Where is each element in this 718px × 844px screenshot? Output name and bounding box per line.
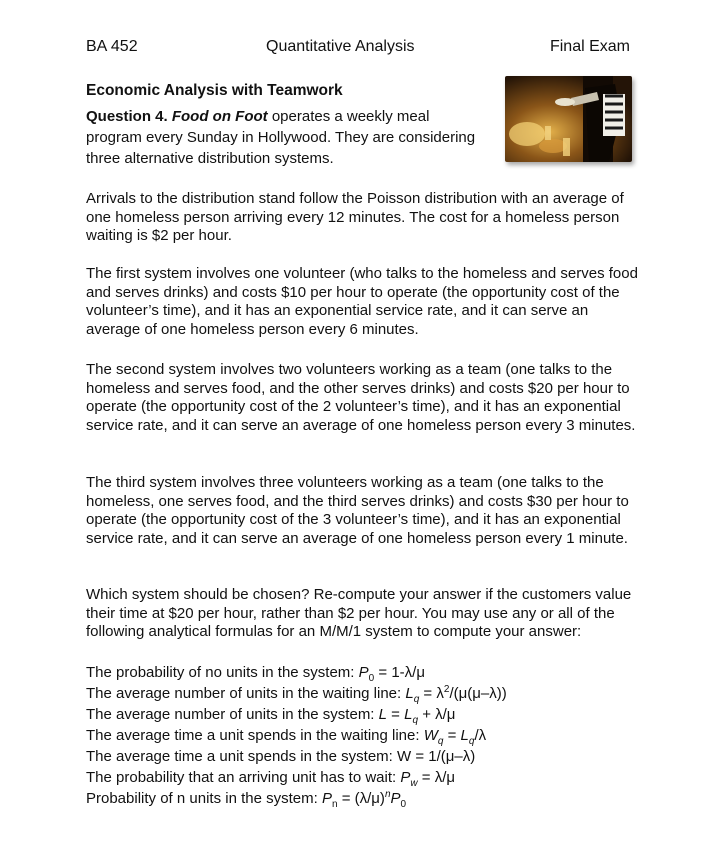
formula-pn: Probability of n units in the system: $P_n = (\lambda/\mu)^nP_0$: [86, 789, 407, 810]
question-label: Question 4.: [86, 108, 168, 125]
header-exam: Final Exam: [549, 38, 630, 55]
formula-w: The average time a unit spends in the system: W = 1/(μ–λ): [86, 748, 476, 765]
section-title: Economic Analysis with Teamwork: [86, 82, 343, 99]
paragraph-system-three: The third system involves three volunteers working as a team (one talks to the homeless, one serves food, and the third serves drinks) and costs $30 per hour to operate (the opportunity cost of the 3 volunteer’s time), and it has an exponential service rate, and it can serve an average of one homeless person every 1 minute.: [86, 474, 629, 547]
paragraph-arrivals: Arrivals to the distribution stand follow the Poisson distribution with an average of one homeless person arriving every 12 minutes. The cost for a homeless person waiting is $2 per hour.: [86, 190, 624, 244]
formula-p0: The probability of no units in the system: $P_0 = 1-\lambda/\mu$: [86, 664, 425, 684]
org-name: Food on Foot: [171, 108, 268, 125]
formula-list: [86, 662, 642, 809]
formula-pw: The probability that an arriving unit has to wait: $P_w = \lambda/\mu$: [86, 769, 456, 789]
formula-l: The average number of units in the system: $L = L_q + \lambda/\mu$: [86, 706, 456, 726]
closing-question: Which system should be chosen? Re-compute your answer if the customers value their time at $20 per hour, rather than $2 per hour. You may use any or all of the following analytical formulas for an M/M/1 system to compute your answer:: [86, 586, 632, 640]
paragraph-system-one: The first system involves one volunteer (who talks to the homeless and serves food and serves drinks) and costs $10 per hour to operate (the opportunity cost of the volunteer’s time), and it has an exponential service rate, and it can serve an average of one homeless person every 6 minutes.: [86, 265, 638, 338]
header-course: BA 452: [86, 38, 138, 55]
formula-lq: The average number of units in the waiting line: $L_q = \lambda^2/(\mu(\mu-\lambda))$: [86, 684, 507, 705]
header-subject: Quantitative Analysis: [266, 38, 415, 55]
waiter-photo: [505, 76, 632, 162]
formula-wq: The average time a unit spends in the waiting line: $W_q = L_q/\lambda$: [86, 727, 487, 747]
paragraph-system-two: The second system involves two volunteers working as a team (one talks to the homeless and serves food, and the other serves drinks) and costs $20 per hour to operate (the opportunity cost of the 2 volunteer’s time), and it has an exponential service rate, and it can serve an average of one homeless person every 3 minutes.: [86, 361, 636, 434]
intro-text: operates a weekly meal program every Sunday in Hollywood. They are considering three alternative distribution systems.: [86, 108, 476, 167]
question-intro: [86, 106, 486, 169]
